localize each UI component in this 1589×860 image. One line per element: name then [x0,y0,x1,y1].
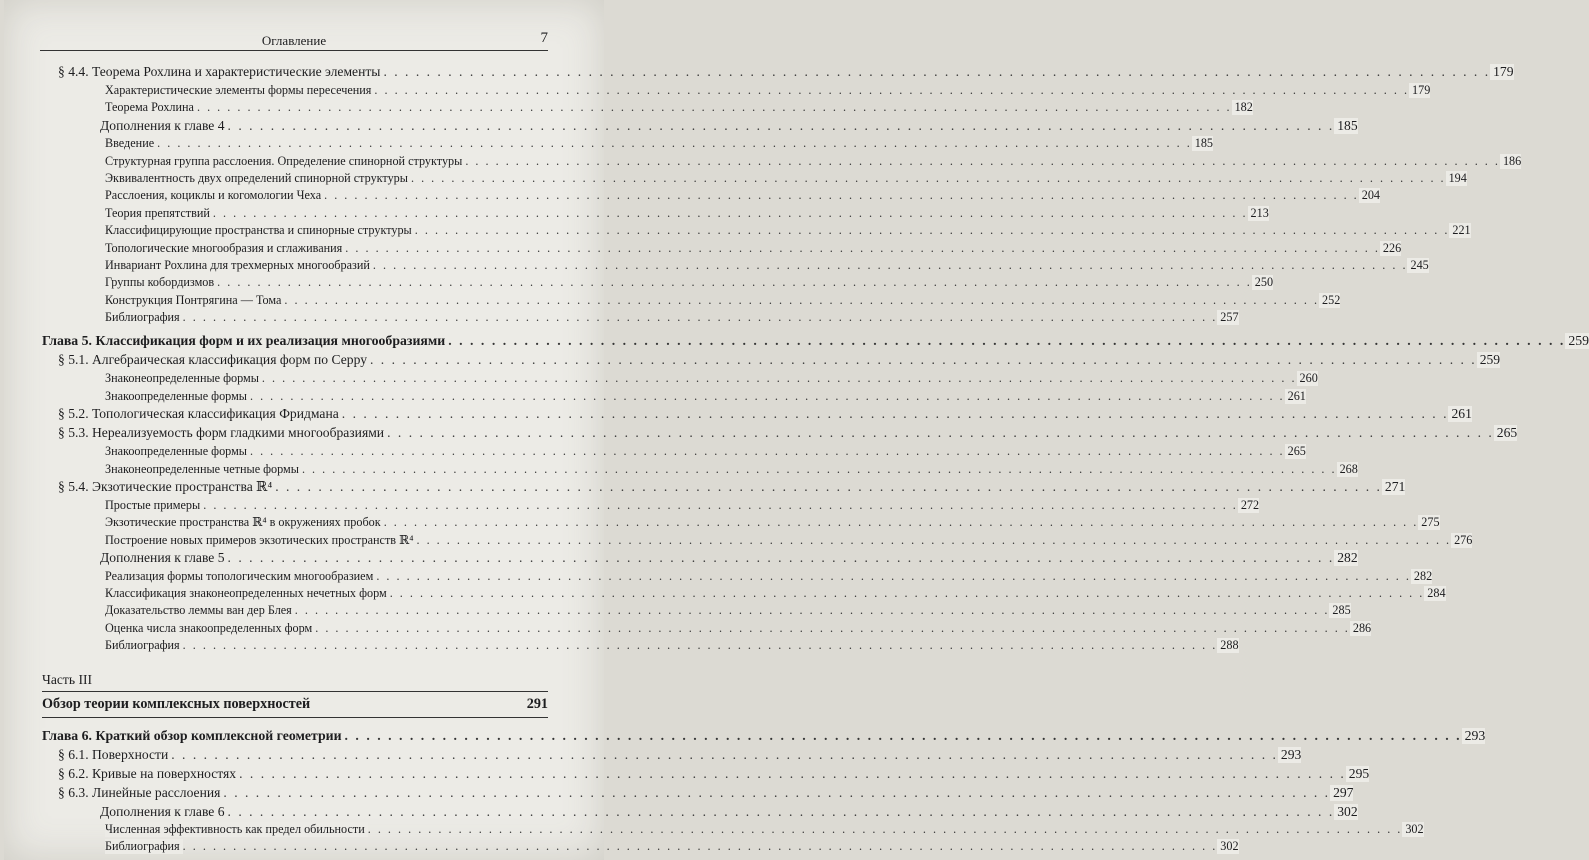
entry-title: Группы кобордизмов [105,275,217,290]
dot-leader [275,479,1382,495]
dot-leader [448,333,1565,349]
chapter-title: Краткий обзор комплексной геометрии [95,727,342,743]
dot-leader [250,444,1285,459]
entry-title: § 5.4. Экзотические пространства ℝ⁴ [58,479,275,495]
toc-entry-sub[interactable] [42,638,1239,655]
entry-page: 245 [1407,258,1428,273]
entry-title: § 5.3. Нереализуемость форм гладкими многообразиями [58,425,387,441]
table-of-contents [42,64,1589,857]
entry-title: Структурная группа расслоения. Определение спинорной структуры [105,154,465,169]
entry-title: Реализация формы топологическим многообразием [105,569,376,584]
entry-page: 204 [1359,188,1380,203]
toc-part-3[interactable] [42,696,548,716]
toc-entry-add[interactable] [42,550,1358,568]
chapter-title: Классификация форм и их реализация многообразиями [95,333,446,349]
entry-title: § 5.1. Алгебраическая классификация форм по Серру [58,352,370,368]
toc-entry-sub[interactable] [42,603,1351,620]
entry-page: 271 [1382,479,1405,495]
entry-title: Введение [105,136,157,151]
toc-entry-sub[interactable] [42,257,1429,275]
toc-entry-section[interactable] [42,765,1370,785]
entry-title: Знаконеопределенные четные формы [105,462,302,477]
entry-page: 302 [1334,804,1357,820]
toc-block-chapter6 [42,746,1424,857]
toc-entry-sub[interactable] [42,532,1473,550]
entry-title: § 6.3. Линейные расслоения [58,785,223,801]
entry-title: § 4.4. Теорема Рохлина и характеристические элементы [58,64,383,80]
entry-title: Эквивалентность двух определений спинорной структуры [105,171,411,186]
entry-page: 295 [1346,766,1369,782]
chapter-page: 293 [1462,728,1486,744]
entry-title: Знакоопределенные формы [105,389,250,404]
toc-entry-sub[interactable] [42,620,1372,638]
chapter-label: Глава 5. [42,333,93,349]
toc-entry-section[interactable] [42,64,1514,83]
running-header [40,30,548,51]
dot-leader [416,533,1451,548]
dot-leader [376,569,1411,584]
entry-page: 185 [1334,118,1357,134]
dot-leader [315,621,1350,636]
toc-entry-sub[interactable] [42,188,1380,205]
entry-page: 213 [1248,206,1269,221]
entry-page: 194 [1446,171,1467,186]
part-rule [42,691,548,692]
entry-page: 185 [1192,136,1213,151]
entry-title: § 5.2. Топологическая классификация Фридмана [58,406,342,422]
toc-entry-sub[interactable] [42,461,1358,479]
toc-entry-sub[interactable] [42,388,1306,406]
dot-leader [415,223,1450,238]
dot-leader [228,804,1335,820]
toc-entry-sub[interactable] [42,170,1467,188]
entry-title: Оценка числа знакоопределенных форм [105,621,315,636]
dot-leader [387,425,1494,441]
entry-page: 250 [1252,275,1273,290]
entry-page: 179 [1409,83,1430,98]
toc-entry-sub[interactable] [42,821,1424,839]
entry-page: 285 [1329,603,1350,618]
toc-entry-section[interactable] [42,406,1472,425]
dot-leader [411,171,1446,186]
dot-leader [370,352,1477,368]
entry-title: Знаконеопределенные формы [105,371,262,386]
dot-leader [284,293,1319,308]
entry-title: Библиография [105,638,183,653]
entry-title: Знакоопределенные формы [105,444,250,459]
entry-page: 282 [1411,569,1432,584]
entry-page: 302 [1402,822,1423,837]
entry-title: Доказательство леммы ван дер Блея [105,603,295,618]
toc-entry-sub[interactable] [42,83,1431,100]
dot-leader [183,310,1218,325]
entry-page: 265 [1285,444,1306,459]
toc-entry-section[interactable] [42,352,1501,371]
entry-page: 257 [1217,310,1238,325]
entry-title: § 6.1. Поверхности [58,747,171,763]
toc-entry-sub[interactable] [42,515,1440,532]
book-page [4,0,1589,860]
toc-entry-sub[interactable] [42,310,1239,327]
entry-page: 179 [1490,64,1513,80]
entry-title: Характеристические элементы формы пересечения [105,83,374,98]
dot-leader [228,550,1335,566]
dot-leader [390,586,1425,601]
toc-block-chapter5 [42,352,1518,655]
toc-entry-sub[interactable] [42,240,1402,258]
dot-leader [342,406,1449,422]
entry-title: Простые примеры [105,498,203,513]
entry-title: Дополнения к главе 4 [100,118,228,134]
dot-leader [203,498,1238,513]
toc-chapter-5[interactable] [42,333,1589,352]
entry-page: 182 [1232,100,1253,115]
dot-leader [302,462,1337,477]
entry-title: Топологические многообразия и сглаживания [105,241,345,256]
dot-leader [197,100,1232,115]
dot-leader [368,822,1403,837]
dot-leader [262,371,1297,386]
toc-entry-sub[interactable] [42,839,1239,856]
dot-leader [295,603,1330,618]
dot-leader [183,638,1218,653]
toc-entry-sub[interactable] [42,371,1318,388]
entry-title: Инвариант Рохлина для трехмерных многообразий [105,258,373,273]
toc-entry-sub[interactable] [42,585,1446,603]
entry-page: 186 [1500,154,1521,169]
toc-entry-section[interactable] [42,425,1518,444]
part-title: Обзор теории комплексных поверхностей [42,695,311,712]
dot-leader [345,241,1380,256]
entry-page: 286 [1350,621,1371,636]
toc-entry-sub[interactable] [42,100,1253,117]
toc-entry-sub[interactable] [42,275,1274,292]
entry-page: 284 [1424,586,1445,601]
toc-entry-sub[interactable] [42,205,1269,223]
toc-entry-sub[interactable] [42,223,1471,240]
dot-leader [223,785,1330,801]
part-label: Часть III [42,671,93,687]
dot-leader [213,206,1248,221]
dot-leader [324,188,1359,203]
dot-leader [171,747,1278,763]
entry-page: 265 [1494,425,1517,441]
dot-leader [465,154,1500,169]
entry-title: Теория препятствий [105,206,213,221]
toc-entry-section[interactable] [42,479,1406,498]
dot-leader [383,64,1490,80]
entry-title: Классификация знаконеопределенных нечетных форм [105,586,390,601]
toc-entry-sub[interactable] [42,153,1522,171]
part-rule [42,717,548,718]
dot-leader [157,136,1192,151]
entry-page: 293 [1278,747,1301,763]
dot-leader [374,83,1409,98]
dot-leader [239,766,1346,782]
entry-title: Дополнения к главе 5 [100,550,228,566]
header-title: Оглавление [261,33,327,48]
entry-title: Библиография [105,839,183,854]
toc-chapter-6[interactable] [42,727,1486,747]
dot-leader [183,839,1218,854]
dot-leader [217,275,1252,290]
dot-leader [228,118,1335,134]
entry-page: 268 [1337,462,1358,477]
entry-title: § 6.2. Кривые на поверхностях [58,766,239,782]
entry-page: 272 [1238,498,1259,513]
toc-entry-sub[interactable] [42,292,1341,310]
entry-page: 297 [1330,785,1353,801]
toc-entry-section[interactable] [42,746,1302,766]
entry-page: 260 [1297,371,1318,386]
entry-page: 259 [1477,352,1500,368]
entry-title: Дополнения к главе 6 [100,804,228,820]
dot-leader [384,515,1419,530]
entry-page: 261 [1285,389,1306,404]
entry-title: Конструкция Понтрягина — Тома [105,293,284,308]
part-page: 291 [526,695,548,712]
entry-title: Классифицирующие пространства и спинорные структуры [105,223,415,238]
dot-leader [373,258,1408,273]
dot-leader [250,389,1285,404]
chapter-page: 259 [1565,333,1589,349]
chapter-label: Глава 6. [42,727,93,743]
entry-title: Теорема Рохлина [105,100,197,115]
entry-page: 261 [1448,406,1471,422]
toc-entry-sub[interactable] [42,568,1433,586]
toc-entry-section[interactable] [42,784,1354,804]
page-number: 7 [540,30,548,46]
entry-title: Экзотические пространства ℝ⁴ в окружениях пробок [105,515,384,530]
toc-entry-sub[interactable] [42,498,1260,515]
toc-entry-sub[interactable] [42,444,1306,461]
entry-page: 288 [1217,638,1238,653]
entry-page: 221 [1449,223,1470,238]
entry-page: 282 [1334,550,1357,566]
entry-page: 226 [1380,241,1401,256]
entry-title: Библиография [105,310,183,325]
entry-page: 275 [1418,515,1439,530]
toc-entry-sub[interactable] [42,136,1214,153]
toc-block-chapter4-end [42,64,1522,327]
entry-title: Численная эффективность как предел обильности [105,822,368,837]
toc-entry-add[interactable] [42,803,1358,822]
dot-leader [345,728,1462,744]
entry-title: Построение новых примеров экзотических пространств ℝ⁴ [105,533,416,548]
entry-page: 252 [1319,293,1340,308]
entry-title: Расслоения, коциклы и когомологии Чеха [105,188,324,203]
entry-page: 302 [1217,839,1238,854]
entry-page: 276 [1451,533,1472,548]
toc-entry-add[interactable] [42,117,1358,136]
